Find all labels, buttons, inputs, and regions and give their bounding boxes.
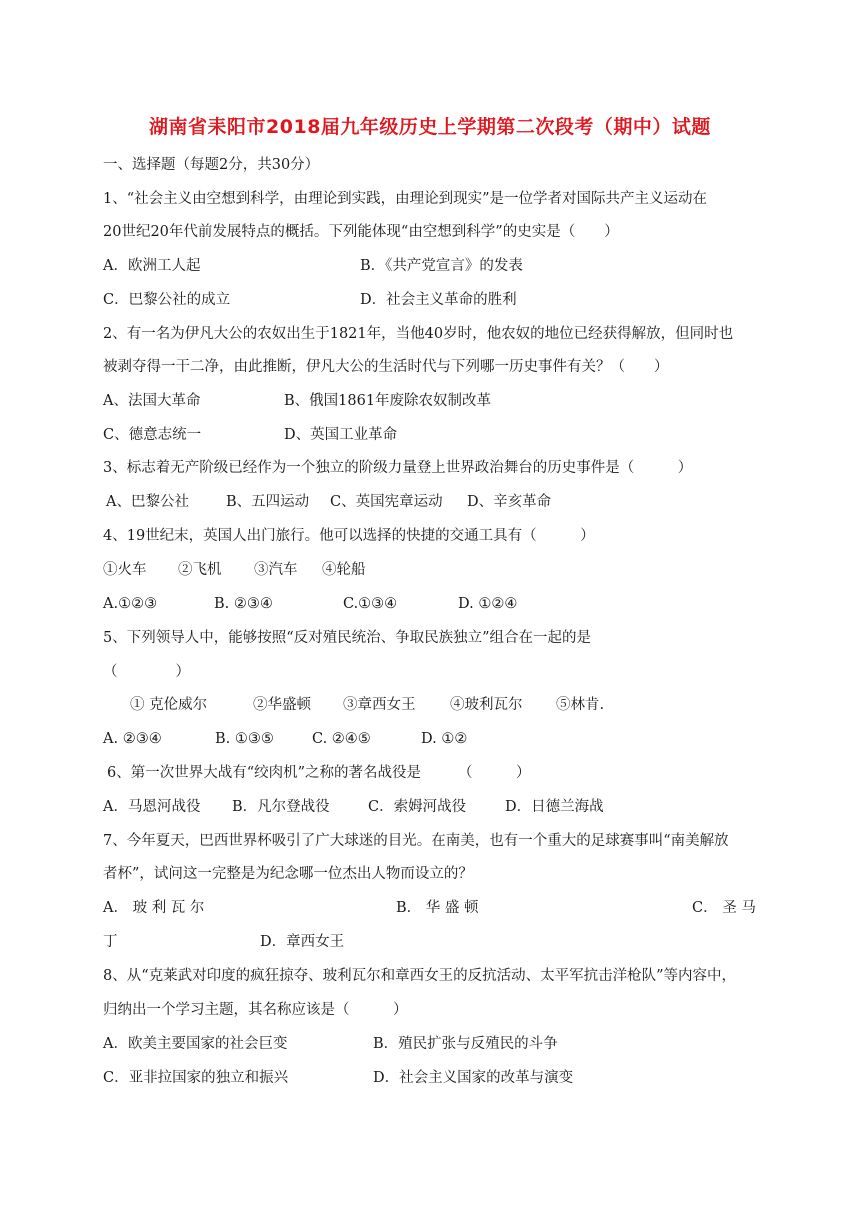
question-5-item-1: ① 克伦威尔 [130, 697, 208, 713]
question-7-line-2: 者杯”，试问这一完整是为纪念哪一位杰出人物而设立的？ [103, 866, 473, 882]
section-heading: 一、选择题（每题2分，共30分） [103, 157, 320, 173]
question-1-line-1: 1、“社会主义由空想到科学，由理论到实践，由理论到现实”是一位学者对国际共产主义运动在 [103, 191, 708, 207]
question-2-line-2: 被剥夺得一干二净，由此推断，伊凡大公的生活时代与下列哪一历史事件有关？（ ） [103, 359, 669, 375]
question-4-item-2: ②飞机 [178, 562, 222, 578]
question-6-option-c: C．索姆河战役 [368, 799, 467, 815]
question-4-item-1: ①火车 [103, 562, 147, 578]
question-7-option-a: A． 玻 利 瓦 尔 [103, 900, 205, 916]
question-4-item-3: ③汽车 [254, 562, 298, 578]
question-5-line-2: （ ） [103, 664, 190, 680]
question-5-option-b: B. ①③⑤ [215, 731, 274, 747]
question-5-item-5: ⑤林肯. [556, 697, 605, 713]
question-3-line-1: 3、标志着无产阶级已经作为一个独立的阶级力量登上世界政治舞台的历史事件是（ ） [103, 460, 693, 476]
question-7-option-b: B． 华 盛 顿 [396, 900, 479, 916]
question-8-option-b: B．殖民扩张与反殖民的斗争 [373, 1036, 558, 1052]
question-3-option-d: D、辛亥革命 [467, 494, 552, 510]
question-7-line-1: 7、今年夏天，巴西世界杯吸引了广大球迷的目光。在南美，也有一个重大的足球赛事叫“南美解放 [103, 833, 729, 849]
question-1-line-2: 20世纪20年代前发展特点的概括。下列能体现“由空想到科学”的史实是（ ） [103, 224, 619, 240]
question-6-option-a: A．马恩河战役 [103, 799, 201, 815]
question-1-option-a: A．欧洲工人起 [103, 258, 201, 274]
question-3-option-c: C、英国宪章运动 [330, 494, 443, 510]
question-2-option-b: B、俄国1861年废除农奴制改革 [284, 393, 492, 409]
question-5-item-2: ②华盛顿 [253, 697, 311, 713]
question-3-option-b: B、五四运动 [226, 494, 310, 510]
question-2-option-c: C、德意志统一 [103, 427, 202, 443]
question-8-option-d: D．社会主义国家的改革与演变 [373, 1070, 574, 1086]
question-5-line-1: 5、下列领导人中，能够按照“反对殖民统治、争取民族独立”组合在一起的是 [103, 630, 592, 646]
question-8-option-a: A．欧美主要国家的社会巨变 [103, 1036, 288, 1052]
question-7-option-c-continued: 丁 [103, 934, 118, 950]
question-4-item-4: ④轮船 [322, 562, 366, 578]
question-5-item-3: ③章西女王 [343, 697, 416, 713]
question-2-option-a: A、法国大革命 [103, 393, 201, 409]
question-1-option-b: B．《共产党宣言》的发表 [360, 258, 523, 274]
question-7-option-c: C． 圣 马 [692, 900, 756, 916]
question-4-option-a: A.①②③ [103, 596, 158, 612]
question-6-option-b: B．凡尔登战役 [232, 799, 330, 815]
question-1-option-c: C．巴黎公社的成立 [103, 292, 231, 308]
question-1-option-d: D．社会主义革命的胜利 [360, 292, 517, 308]
question-3-option-a: A、巴黎公社 [106, 494, 189, 510]
question-8-option-c: C．亚非拉国家的独立和振兴 [103, 1070, 289, 1086]
question-5-option-d: D. ①② [421, 731, 468, 747]
question-5-item-4: ④玻利瓦尔 [450, 697, 523, 713]
question-7-option-d: D．章西女王 [260, 934, 345, 950]
question-4-line-1: 4、19世纪末，英国人出门旅行。他可以选择的快捷的交通工具有（ ） [103, 528, 595, 544]
question-4-option-b: B. ②③④ [214, 596, 273, 612]
question-6-line-1: 6、第一次世界大战有“绞肉机”之称的著名战役是 [107, 765, 422, 781]
question-2-line-1: 2、有一名为伊凡大公的农奴出生于1821年，当他40岁时，他农奴的地位已经获得解放，但同时也 [103, 326, 734, 342]
question-5-option-c: C. ②④⑤ [312, 731, 371, 747]
question-6-answer-blank: （ ） [458, 765, 531, 781]
question-5-option-a: A. ②③④ [103, 731, 162, 747]
question-6-option-d: D．日德兰海战 [505, 799, 604, 815]
question-8-line-2: 归纳出一个学习主题，其名称应该是（ ） [103, 1002, 408, 1018]
question-4-option-c: C.①③④ [343, 596, 398, 612]
question-4-option-d: D. ①②④ [458, 596, 518, 612]
question-8-line-1: 8、从“克莱武对印度的疯狂掠夺、玻利瓦尔和章西女王的反抗活动、太平军抗击洋枪队”等内容中， [103, 968, 737, 984]
exam-title: 湖南省耒阳市2018届九年级历史上学期第二次段考（期中）试题 [149, 116, 711, 138]
question-2-option-d: D、英国工业革命 [284, 427, 398, 443]
